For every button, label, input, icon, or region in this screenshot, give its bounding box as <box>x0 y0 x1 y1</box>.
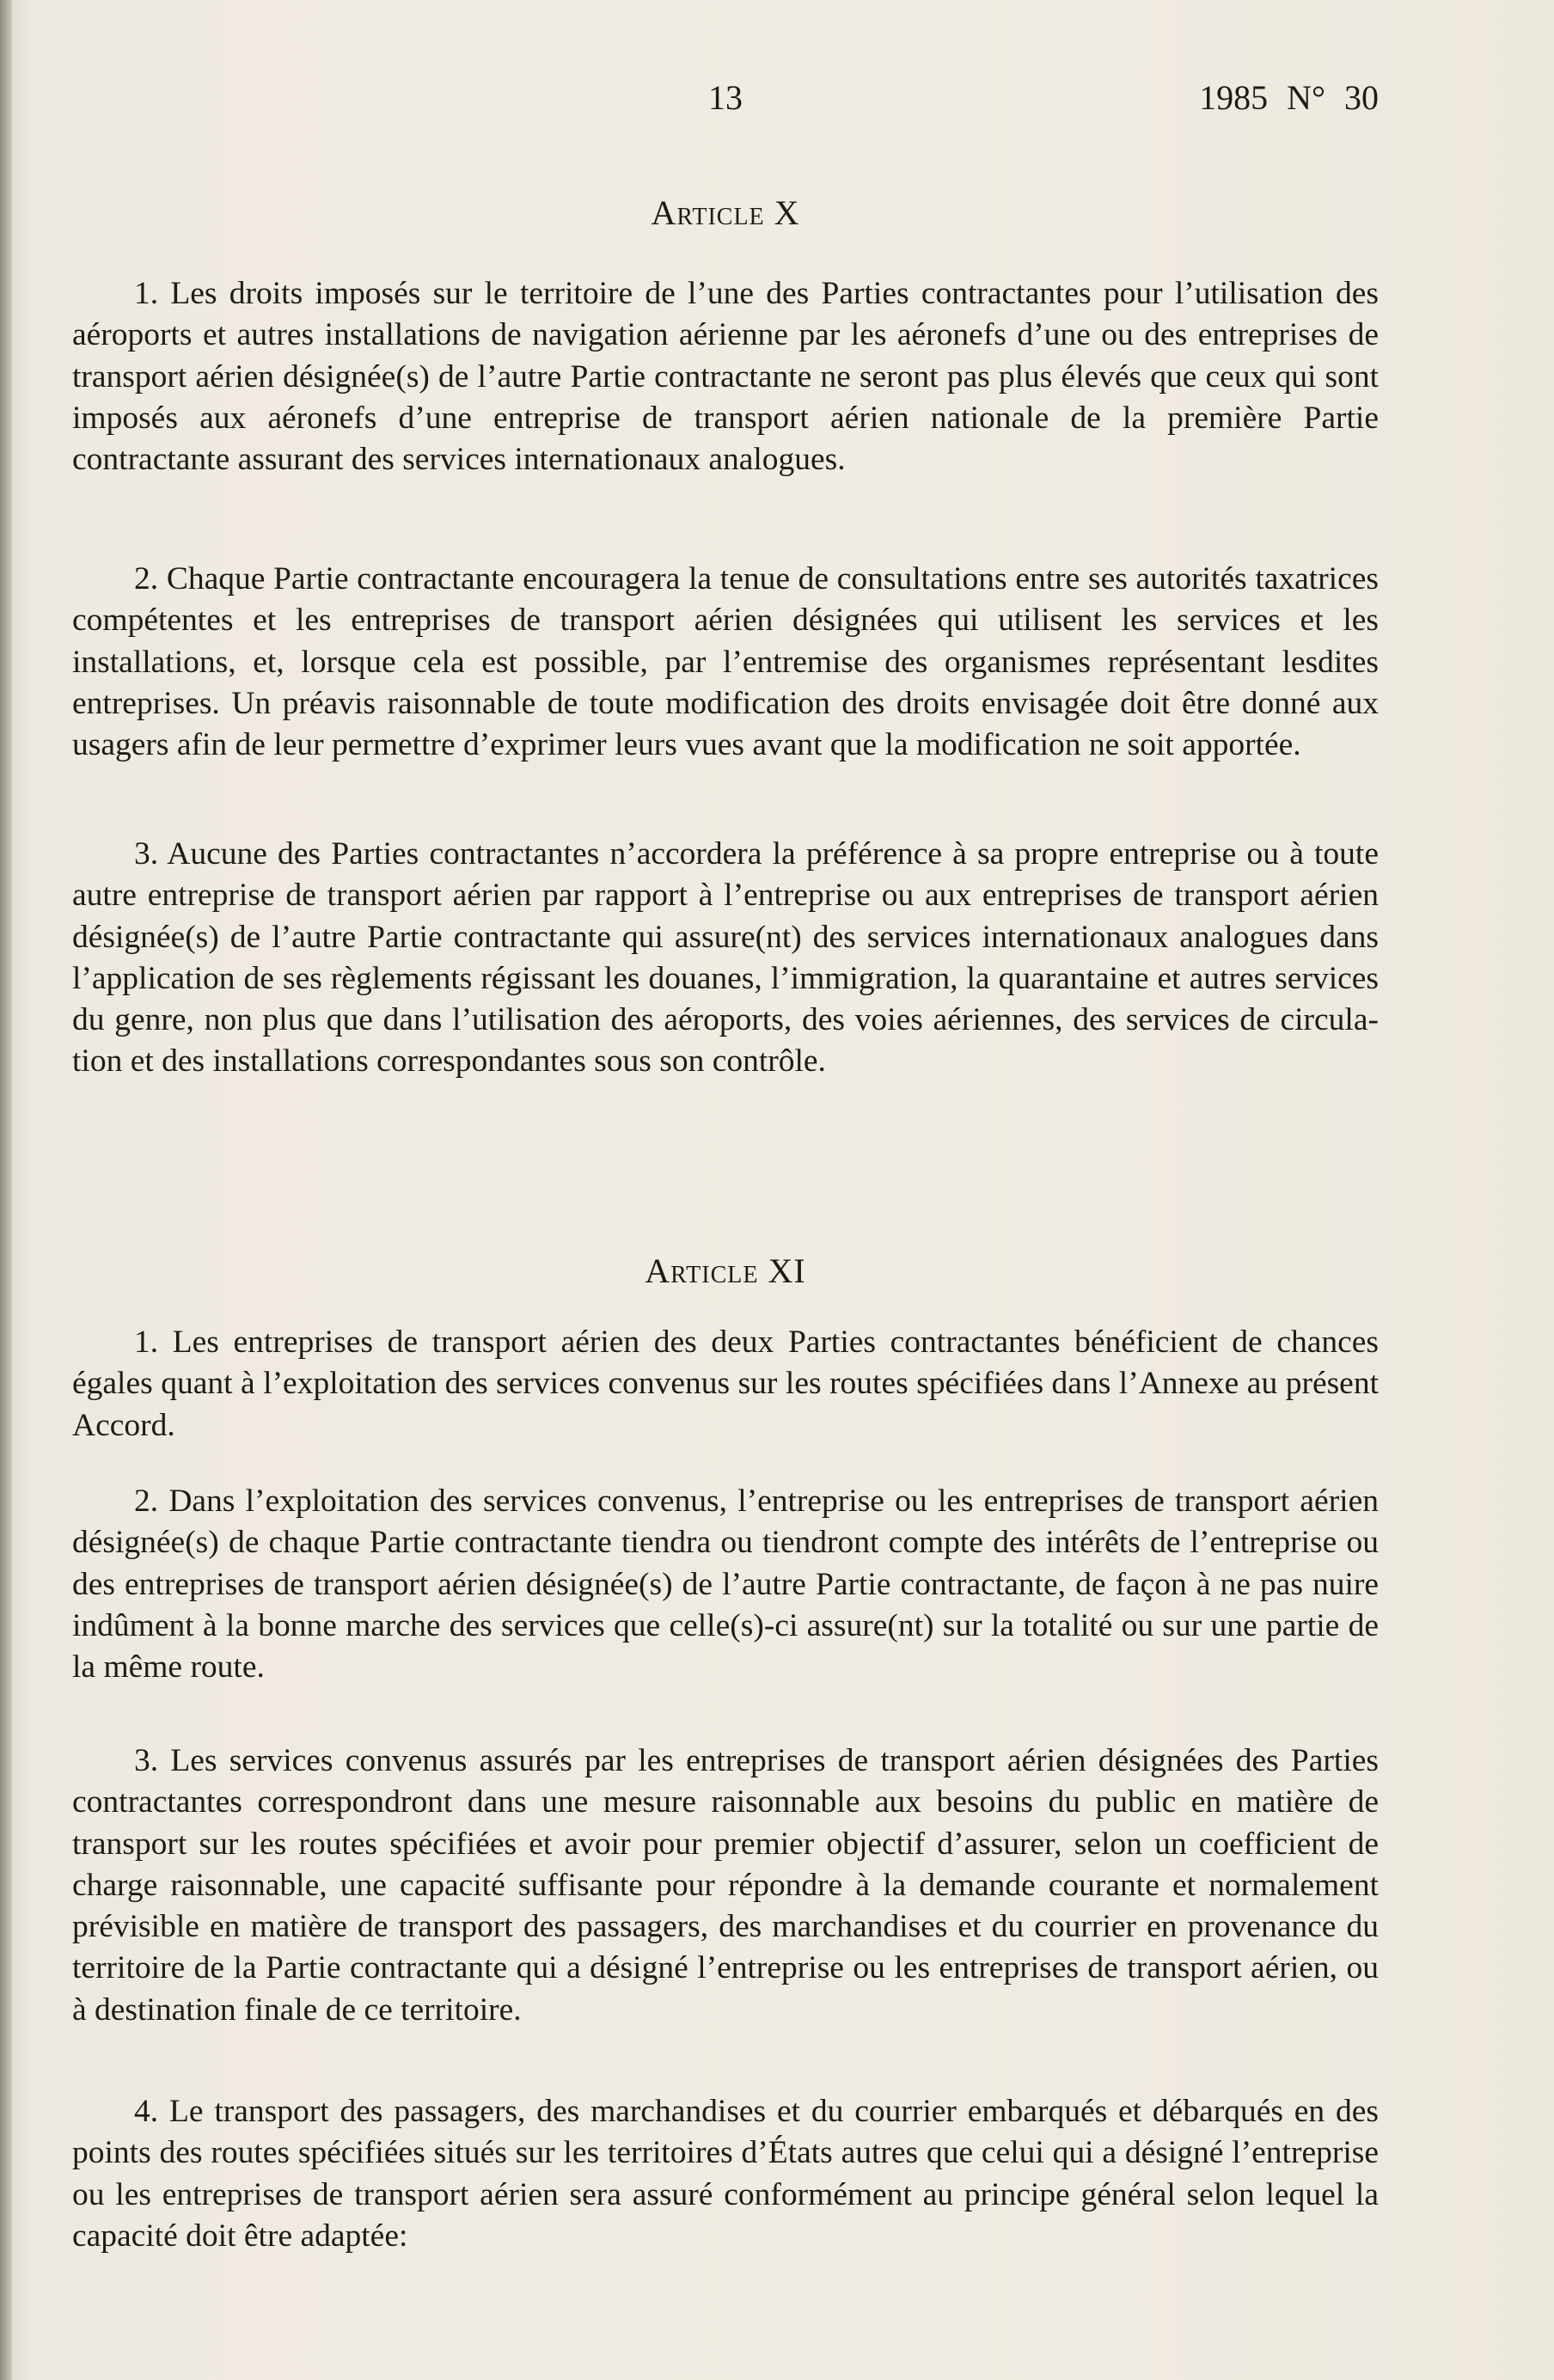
article-x-title: Article X <box>651 193 800 232</box>
page-header <box>72 77 1379 129</box>
article-xi-paragraph-1: 1. Les entreprises de transport aérien des deux Parties contractantes bénéficient de chances égales quant à l’exploitation des services convenus sur les routes spécifiées dans l’Annexe au présent Accord. <box>72 1325 1379 1443</box>
article-xi-paragraph-4: 4. Le transport des passagers, des marchandises et du courrier embarqués et débarqués en des points des routes spécifiées situés sur les territoires d’États autres que celui qui a désigné l’entreprise ou les entreprises de transport aérien sera assuré conformément au principe général selon lequel la capacité doit être adaptée: <box>72 2094 1379 2254</box>
article-x-paragraph-2: 2. Chaque Partie contractante encouragera la tenue de consultations entre ses autorités taxatrices compétentes et les entreprises de transport aérien désignées qui utilisent les services et les installations, et, lorsque cela est possible, par l’entremise des organismes représentant lesdites entreprises. Un préavis raisonnable de toute modification des droits envisagée doit être donné aux usagers afin de leur permettre d’exprimer leurs vues avant que la modification ne soit apportée. <box>72 561 1379 763</box>
series-year-number: 1985 N° 30 <box>1199 78 1379 117</box>
article-x-paragraph-3: 3. Aucune des Parties contractantes n’accordera la préférence à sa propre entreprise ou à toute autre entreprise de transport aérien par rapport à l’entreprise ou aux entreprises de transport aérien désignée(s) de l’autre Partie contractante qui assure(nt) des services internationaux analogues dans l’application de ses règlements régissant les douanes, l’immigration, la quarantaine et autres services du genre, non plus que dans l’utilisation des aéroports, des voies aériennes, des services de circulation et des installations correspondantes sous son contrôle. <box>72 836 1379 1080</box>
article-xi-paragraph-3: 3. Les services convenus assurés par les entreprises de transport aérien désignées des Parties contractantes correspondront dans une mesure raisonnable aux besoins du public en matière de transport sur les routes spécifiées et avoir pour premier objectif d’assurer, selon un coefficient de charge raisonnable, une capacité suffisante pour répondre à la demande courante et normalement prévisible en matière de transport des passagers, des marchandises et du courrier en provenance du territoire de la Partie contractante qui a désigné l’entreprise ou les entreprises de transport aérien, ou à destination finale de ce territoire. <box>72 1743 1379 2028</box>
page-spine-shadow <box>0 0 12 2380</box>
article-xi-title: Article XI <box>645 1251 806 1290</box>
page-number: 13 <box>708 78 743 117</box>
article-xi-paragraph-2: 2. Dans l’exploitation des services convenus, l’entreprise ou les entreprises de transport aérien désignée(s) de chaque Partie contractante tiendra ou tiendront compte des intérêts de l’entreprise ou des entreprises de transport aérien désignée(s) de l’autre Partie contractante, de façon à ne pas nuire indûment à la bonne marche des services que celle(s)-ci assure(nt) sur la totalité ou sur une partie de la même route. <box>72 1484 1379 1686</box>
article-x-paragraph-1: 1. Les droits imposés sur le territoire de l’une des Parties contractantes pour l’utilisation des aéroports et autres installations de navigation aérienne par les aéronefs d’une ou des entreprises de transport aérien désignée(s) de l’autre Partie contractante ne seront pas plus élevés que ceux qui sont imposés aux aéronefs d’une entreprise de transport aérien nationale de la première Partie contractante assurant des services internationaux analogues. <box>72 276 1379 478</box>
